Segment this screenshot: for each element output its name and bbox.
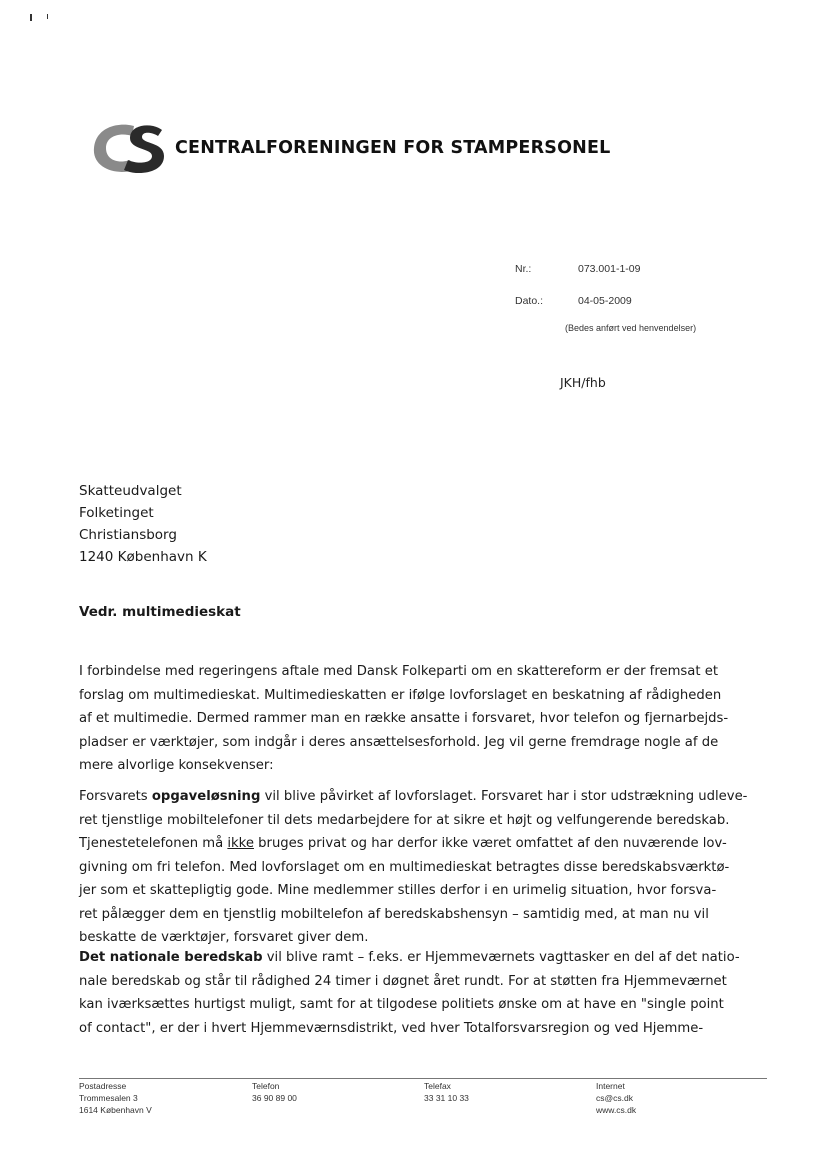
footer-value: 1614 København V	[79, 1105, 152, 1115]
footer-phone	[252, 1080, 297, 1104]
text-line: mere alvorlige konsekvenser:	[79, 758, 274, 773]
text-line: pladser er værktøjer, som indgår i deres ansættelsesforhold. Jeg vil gerne fremdrage nogle af de	[79, 734, 719, 750]
nr-label: Nr.:	[515, 263, 532, 275]
text-line: Det nationale beredskab vil blive ramt – f.eks. er Hjemmeværnets vagttasker en del af det natio-	[79, 950, 740, 965]
bold-term: opgaveløsning	[151, 789, 261, 804]
footer-value: 36 90 89 00	[252, 1093, 297, 1103]
footer-divider	[79, 1078, 767, 1079]
date-value: 04-05-2009	[578, 295, 632, 307]
footer-label: Telefon	[252, 1081, 280, 1091]
cs-logo	[90, 120, 166, 176]
footer-fax	[424, 1080, 469, 1104]
text-line: givning om fri telefon. Med lovforslaget om en multimedieskat betragtes disse beredskabsværktø-	[79, 859, 730, 875]
footer-value: 33 31 10 33	[424, 1093, 469, 1103]
paragraph-intro	[79, 660, 754, 778]
address-line: Christiansborg	[79, 527, 177, 543]
organization-name: CENTRALFORENINGEN FOR STAMPERSONEL	[175, 138, 611, 158]
text-line: beskatte de værktøjer, forsvaret giver dem.	[79, 930, 369, 945]
text-line: ret tjenstlige mobiltelefoner til dets medarbejdere for at sikre et højt og velfungerende beredskab.	[79, 812, 730, 828]
date-label: Dato.:	[515, 295, 544, 307]
footer-label: Telefax	[424, 1081, 451, 1091]
text-line: forslag om multimedieskat. Multimedieskatten er ifølge lovforslaget en beskatning af rådigheden	[79, 687, 722, 703]
footer-value: Trommesalen 3	[79, 1093, 138, 1103]
text-line: ret pålægger dem en tjenstlig mobiltelefon af beredskabshensyn – samtidig med, at man nu vil	[79, 906, 709, 922]
text-line: jer som et skattepligtig gode. Mine medlemmer stilles derfor i en urimelig situation, hvor forsva-	[79, 883, 717, 898]
nr-value: 073.001-1-09	[578, 263, 641, 275]
text-line: Forsvarets opgaveløsning vil blive påvirket af lovforslaget. Forsvaret har i stor udstrækning udleve-	[79, 789, 748, 804]
text-line: nale beredskab og står til rådighed 24 timer i døgnet året rundt. For at støtten fra Hjemmeværnet	[79, 973, 727, 989]
paragraph-beredskab	[79, 946, 754, 1040]
scan-mark	[47, 14, 48, 19]
text-line: Tjenestetelefonen må ikke bruges privat og har derfor ikke været omfattet af den nuværende lov-	[79, 836, 727, 851]
footer-internet	[596, 1080, 636, 1116]
address-line: Folketinget	[79, 505, 154, 521]
paragraph-opgavelosning	[79, 785, 754, 950]
reference-note: (Bedes anført ved henvendelser)	[565, 323, 697, 333]
footer-label: Internet	[596, 1081, 625, 1091]
address-line: 1240 København K	[79, 549, 207, 565]
text-line: of contact", er der i hvert Hjemmeværnsdistrikt, ved hver Totalforsvarsregion og ved Hjemme-	[79, 1020, 704, 1036]
footer-website-link[interactable]: www.cs.dk	[596, 1105, 637, 1115]
footer-postal-address	[79, 1080, 152, 1116]
address-line: Skatteudvalget	[79, 483, 182, 499]
footer-label: Postadresse	[79, 1081, 127, 1091]
underlined-word: ikke	[227, 836, 254, 851]
recipient-address	[79, 480, 207, 568]
bold-term: Det nationale beredskab	[79, 950, 263, 965]
text-line: af et multimedie. Dermed rammer man en række ansatte i forsvaret, hvor telefon og fjernarbejds-	[79, 711, 729, 726]
text-line: I forbindelse med regeringens aftale med Dansk Folkeparti om en skattereform er der fremsat et	[79, 664, 719, 679]
subject-line: Vedr. multimedieskat	[79, 604, 241, 620]
text-line: kan iværksættes hurtigst muligt, samt for at tilgodese politiets ønske om at have en "single point	[79, 997, 724, 1012]
footer-email-link[interactable]: cs@cs.dk	[596, 1093, 633, 1103]
scan-mark	[30, 14, 32, 21]
initials: JKH/fhb	[560, 375, 606, 390]
